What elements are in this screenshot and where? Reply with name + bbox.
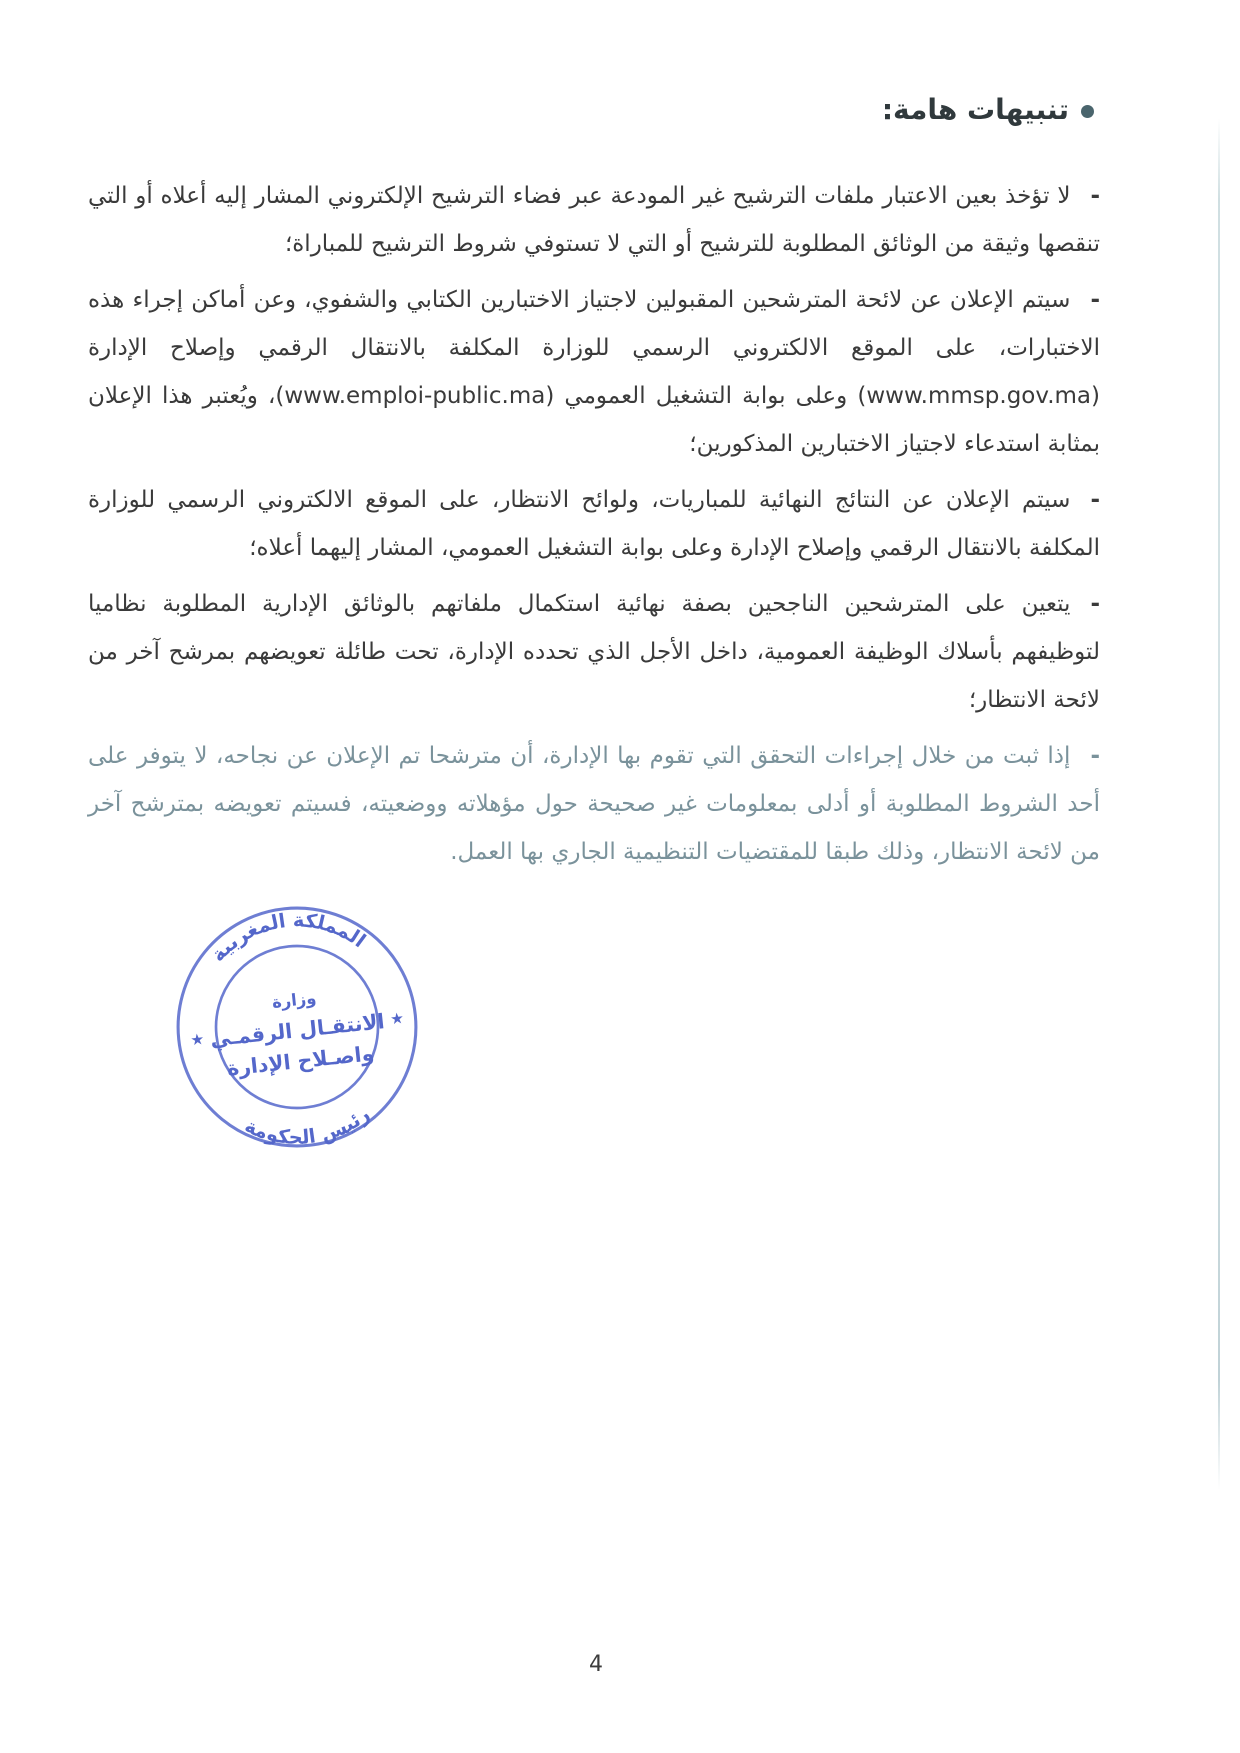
note-text: إذا ثبت من خلال إجراءات التحقق التي تقوم بها الإدارة، أن مترشحا تم الإعلان عن نجاحه، لا يتوفر على أحد الشروط المطلوبة أو أدلى بمعلومات غير صحيحة حول مؤهلاته ووضعيته، فسيتم تعويضه بمترشح آخر من لائحة الانتظار، وذلك طبقا للمقتضيات التنظيمية الجاري بها العمل. bbox=[88, 743, 1100, 865]
dash-marker: - bbox=[1090, 183, 1100, 209]
note-text: لا تؤخذ بعين الاعتبار ملفات الترشيح غير المودعة عبر فضاء الترشيح الإلكتروني المشار إليه أعلاه أو التي تنقصها وثيقة من الوثائق المطلوبة للترشيح أو التي لا تستوفي شروط الترشيح للمباراة؛ bbox=[88, 183, 1100, 257]
document-content bbox=[0, 0, 1240, 876]
stamp-line-ministry: وزارة bbox=[271, 988, 318, 1012]
list-item bbox=[88, 732, 1100, 876]
list-item bbox=[88, 172, 1100, 268]
stamp-line-admin-reform: واصـلاح الإدارة bbox=[225, 1041, 376, 1081]
dash-marker: - bbox=[1090, 743, 1100, 769]
notes-list bbox=[88, 172, 1100, 876]
dash-marker: - bbox=[1090, 487, 1100, 513]
page-number: 4 bbox=[589, 1652, 603, 1677]
section-heading-text: تنبيهات هامة: bbox=[881, 93, 1069, 126]
dash-marker: - bbox=[1090, 287, 1100, 313]
list-item bbox=[88, 580, 1100, 724]
dash-marker: - bbox=[1090, 591, 1100, 617]
section-heading bbox=[88, 93, 1100, 126]
ministry-stamp bbox=[162, 892, 432, 1162]
stamp-ring-top-text: المملكة المغربية bbox=[206, 908, 371, 967]
note-text: يتعين على المترشحين الناجحين بصفة نهائية استكمال ملفاتهم بالوثائق الإدارية المطلوبة نظاميا لتوظيفهم بأسلاك الوظيفة العمومية، داخل الأجل الذي تحدده الإدارة، تحت طائلة تعويضهم بمرشح آخر من لائحة الانتظار؛ bbox=[88, 591, 1100, 713]
list-item bbox=[88, 476, 1100, 572]
list-item bbox=[88, 276, 1100, 468]
note-text: سيتم الإعلان عن لائحة المترشحين المقبولين لاجتياز الاختبارين الكتابي والشفوي، وعن أماكن إجراء هذه الاختبارات، على الموقع الالكتروني الرسمي للوزارة المكلفة بالانتقال الرقمي وإصلاح الإدارة (www.mmsp.gov.ma) وعلى بوابة التشغيل العمومي (www.emploi-public.ma)، ويُعتبر هذا الإعلان بمثابة استدعاء لاجتياز الاختبارين المذكورين؛ bbox=[88, 287, 1100, 457]
bullet-dot-icon bbox=[1081, 105, 1094, 118]
star-icon: ★ bbox=[389, 1008, 405, 1029]
stamp-line-digital-transition: الانتقـال الرقمـي bbox=[208, 1009, 386, 1052]
note-text: سيتم الإعلان عن النتائج النهائية للمباريات، ولوائح الانتظار، على الموقع الالكتروني الرسمي للوزارة المكلفة بالانتقال الرقمي وإصلاح الإدارة وعلى بوابة التشغيل العمومي، المشار إليهما أعلاه؛ bbox=[88, 487, 1100, 561]
stamp-ring-bottom-text: رئيس الحكومة bbox=[241, 1102, 375, 1149]
star-icon: ★ bbox=[189, 1029, 206, 1050]
